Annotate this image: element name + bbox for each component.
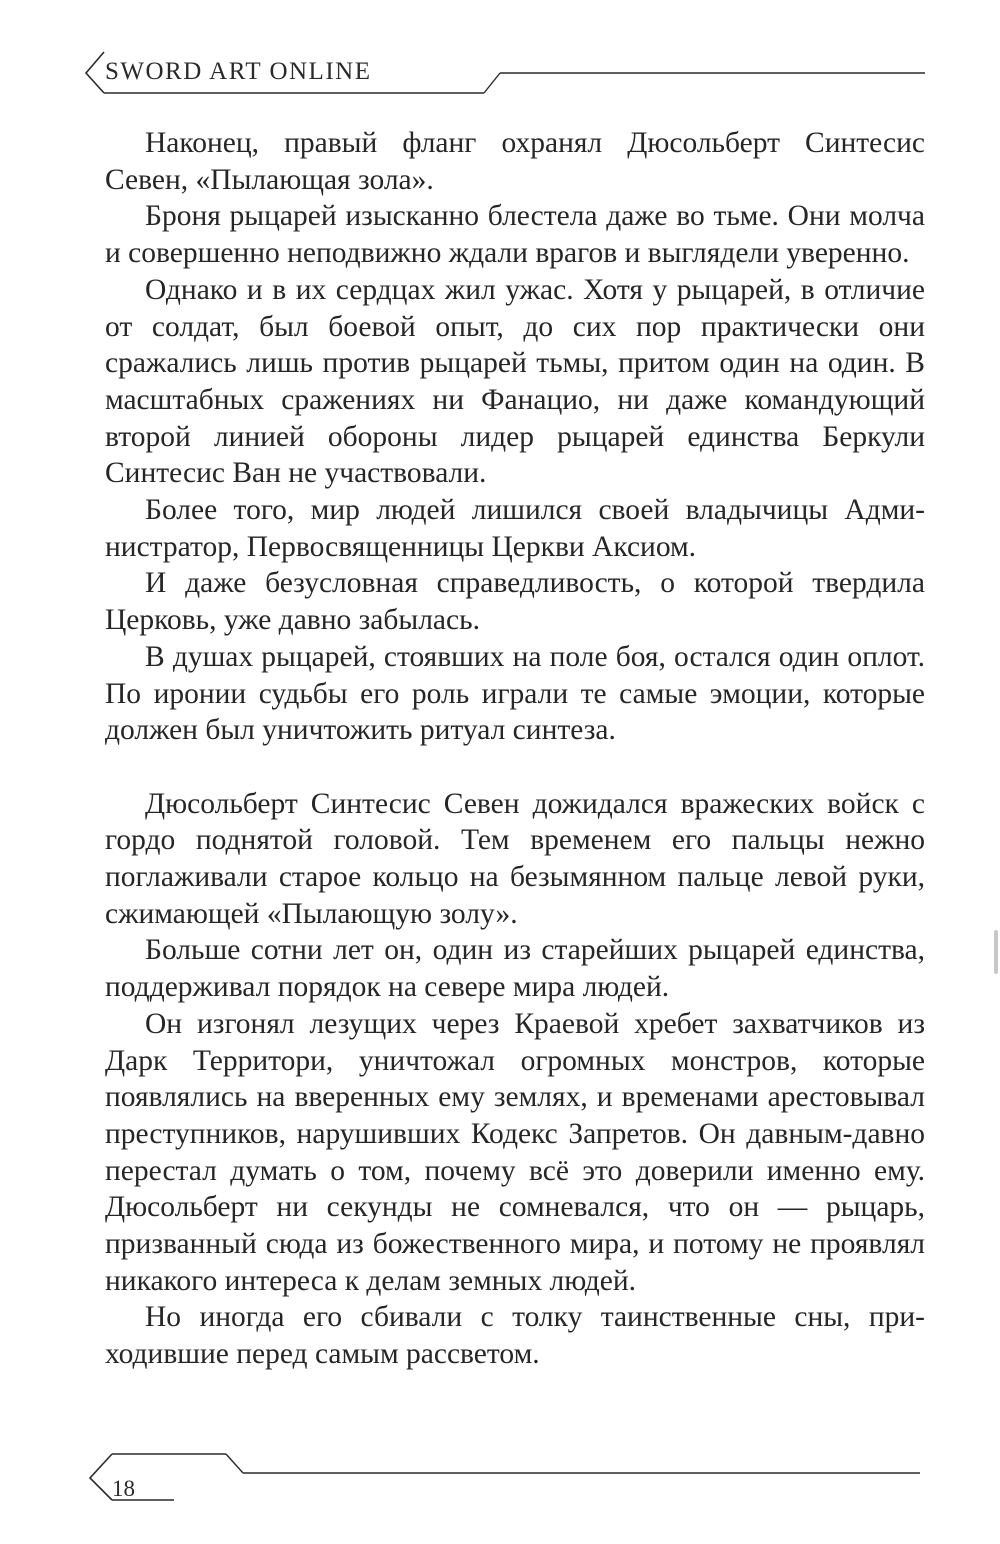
page-number: 18 bbox=[112, 1476, 135, 1501]
paragraph: Он изгонял лезущих через Краевой хребет захватчиков из Дарк Территори, уничтожал огромных монстров, которые появлялись на вверенных ему землях, и временами арестовывал преступников, нарушивших Кодекс Запретов. Он давным-давно перестал думать о том, почему всё это доверили именно ему. Дюсольберт ни секунды не сомневался, что он — рыцарь, призванный сюда из божественного мира, и потому не проявлял никакого интереса к делам земных людей. bbox=[105, 1007, 925, 1297]
paragraph: И даже безусловная справедливость, о которой твердила Церковь, уже давно забылась. bbox=[105, 567, 925, 637]
paragraph: Наконец, правый фланг охранял Дюсольберт Синтесис Севен, «Пылающая зола». bbox=[105, 127, 925, 196]
paragraph: Больше сотни лет он, один из старейших рыцарей единства, поддерживал порядок на севере мира людей. bbox=[105, 934, 925, 1004]
running-header-title: SWORD ART ONLINE bbox=[105, 58, 372, 85]
paragraph: Броня рыцарей изысканно блестела даже во тьме. Они молча и совершенно неподвижно ждали врагов и выглядели уверенно. bbox=[105, 200, 925, 270]
page-body bbox=[105, 125, 925, 1373]
paragraph: Однако и в их сердцах жил ужас. Хотя у рыцарей, в отличие от солдат, был боевой опыт, до сих пор практически они сражались лишь против рыцарей тьмы, притом один на один. В масштабных сражениях ни Фанацио, ни даже командующий второй линией обороны лидер рыцарей единства Беркули Синтесис Ван не участвовали. bbox=[105, 273, 925, 490]
page-footer bbox=[0, 1440, 1000, 1510]
footer-ornament bbox=[0, 1440, 1000, 1510]
paragraph: Дюсольберт Синтесис Севен дожидался вражеских войск с гордо поднятой головой. Тем временем его пальцы нежно поглаживали старое кольцо на безымянном пальце левой руки, сжимающей «Пылающую золу». bbox=[105, 787, 925, 930]
page-header bbox=[0, 0, 1000, 110]
paragraph: Но иногда его сбивали с толку таинственные сны, приходившие перед самым рассветом. bbox=[105, 1301, 925, 1371]
header-ornament bbox=[0, 0, 1000, 110]
paragraph: Более того, мир людей лишился своей владычицы Администратор, Первосвященницы Церкви Аксиом. bbox=[105, 494, 925, 563]
paragraph: В душах рыцарей, стоявших на поле боя, остался один оплот. По иронии судьбы его роль играли те самые эмоции, которые должен был уничтожить ритуал синтеза. bbox=[105, 640, 925, 747]
page-edge-mark bbox=[994, 930, 998, 974]
